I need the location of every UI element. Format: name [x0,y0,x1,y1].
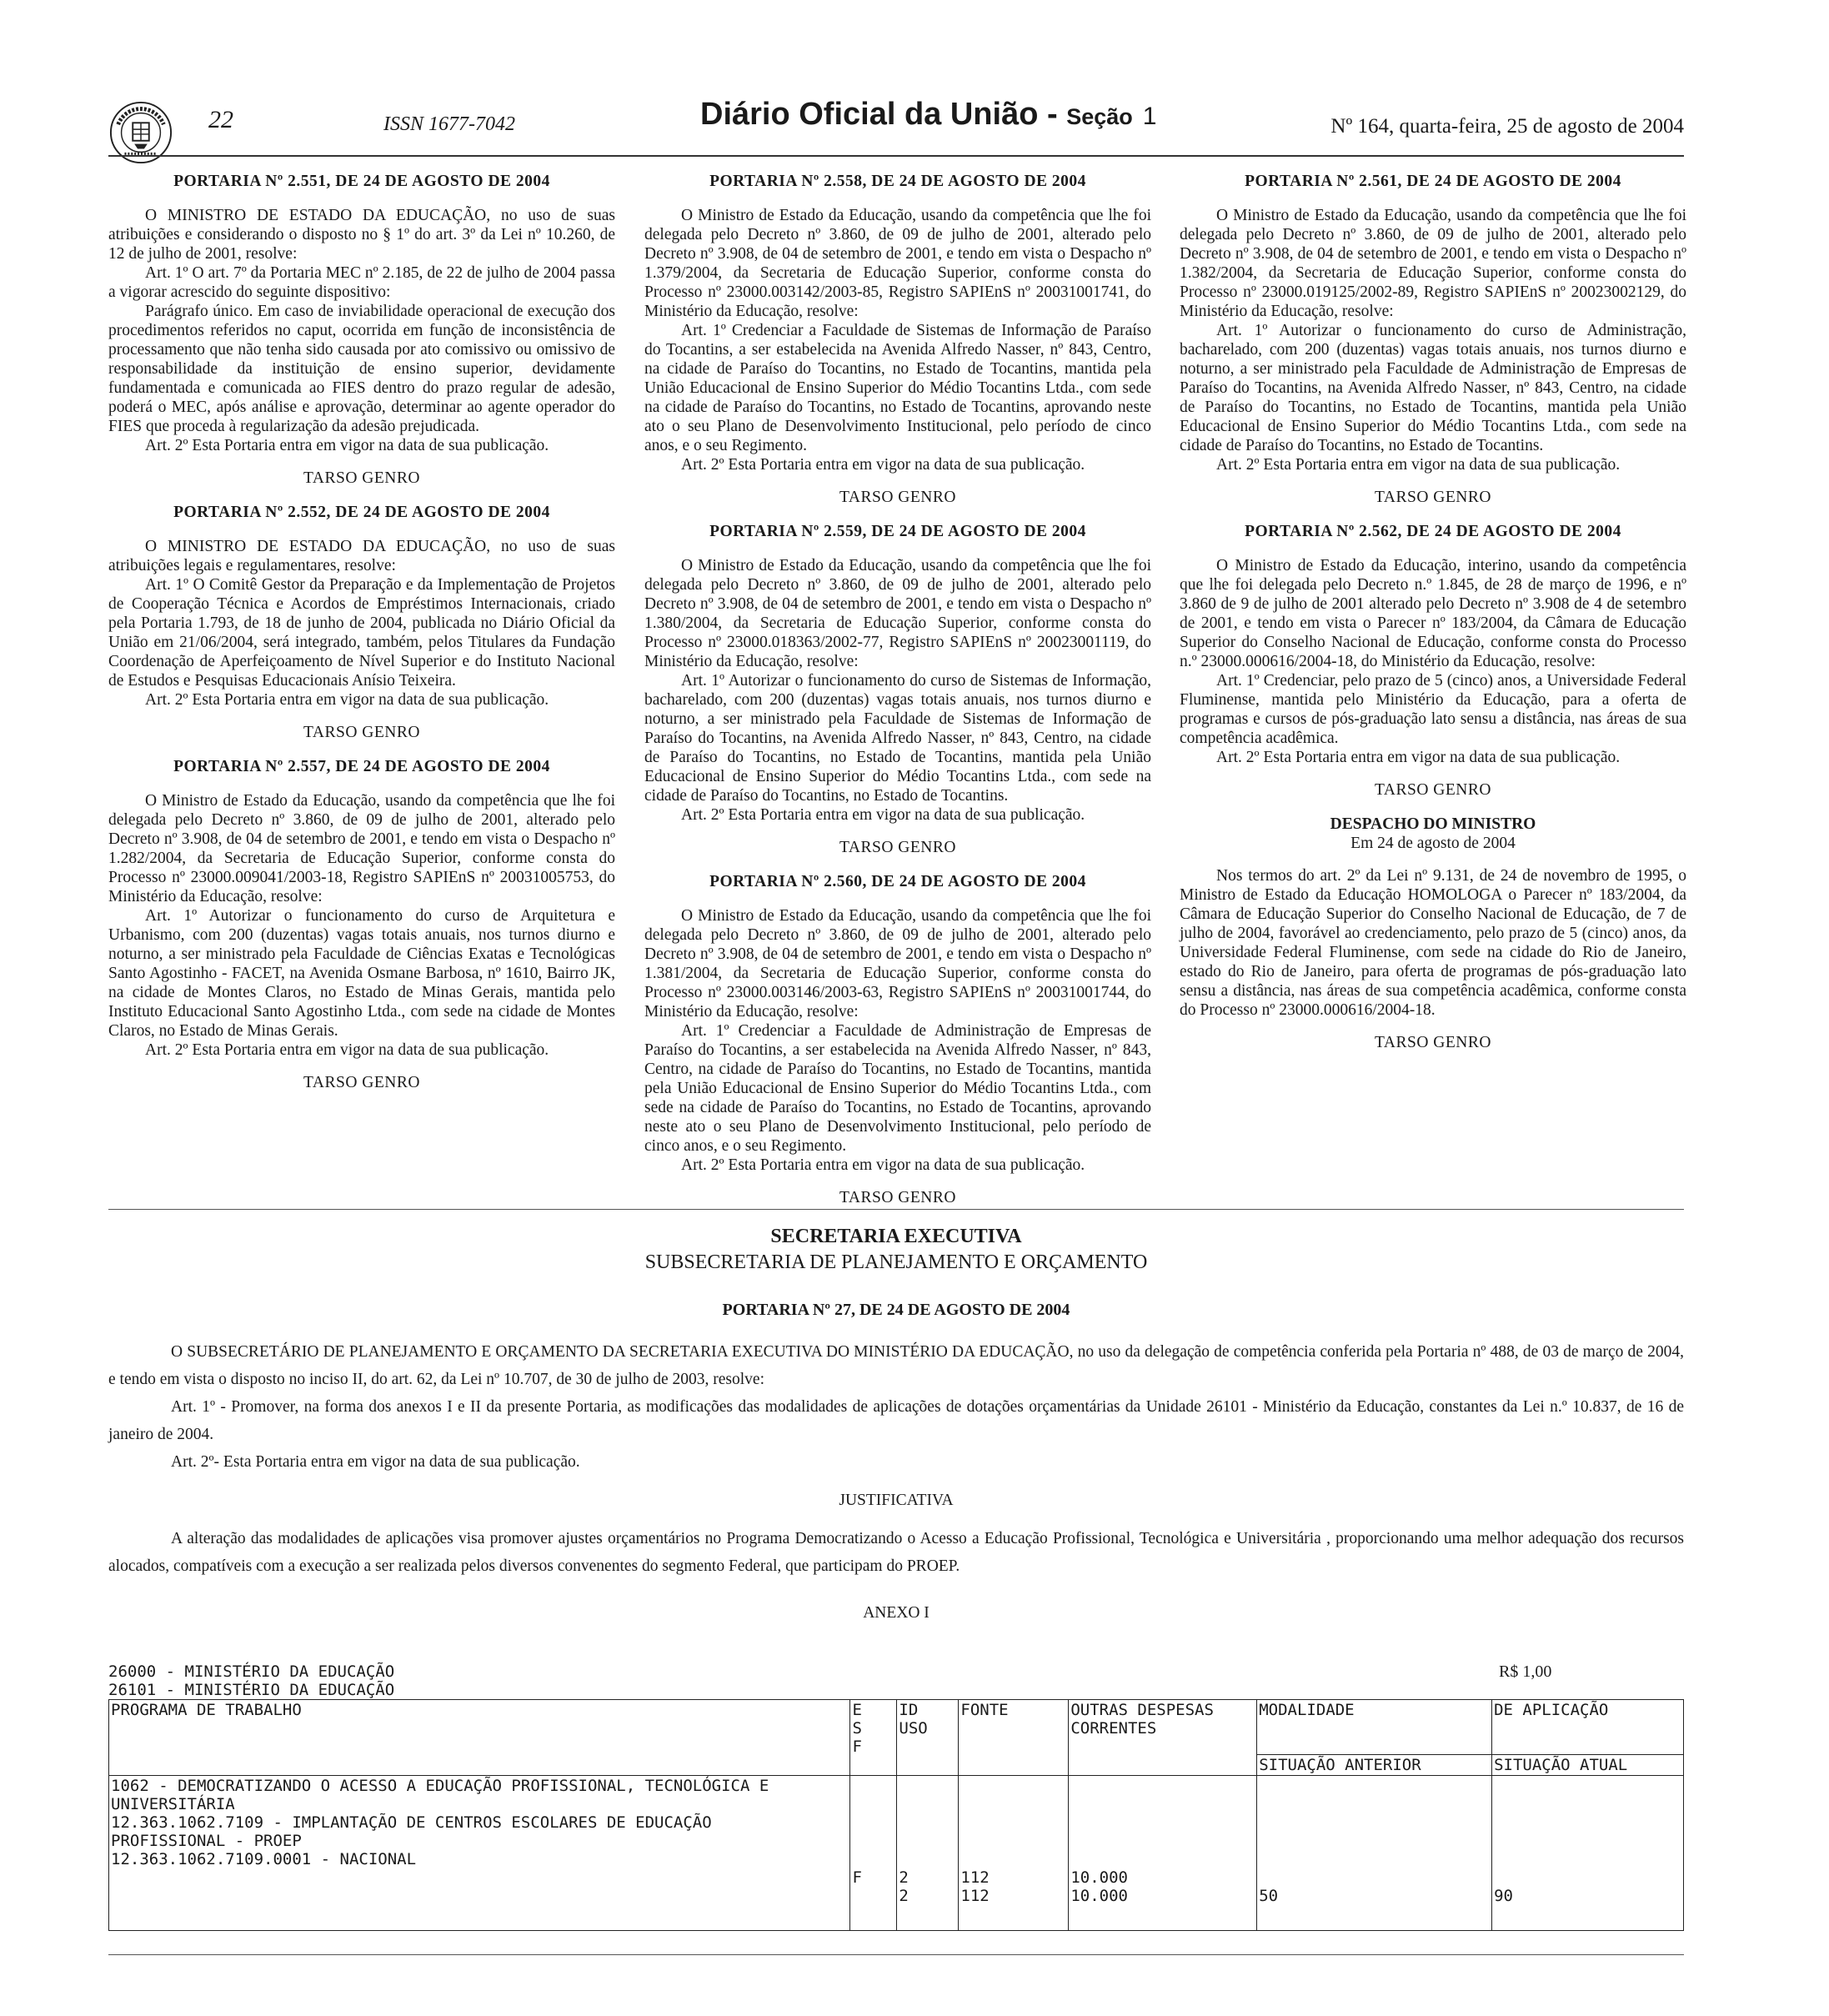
portaria-2560 [644,872,1151,1207]
signature: TARSO GENRO [839,1189,956,1206]
header-fonte: FONTE [959,1700,1069,1776]
despacho-title: DESPACHO DO MINISTRO [1330,815,1536,833]
paragraph: Art. 1º O Comitê Gestor da Preparação e da Implementação de Projetos de Cooperação Técnica e Acordos de Empréstimos Internacionais, criado pela Portaria 1.793, de 18 de junho de 2004, publicada no Diário Oficial da União em 21/06/2004, será integrado, também, pelos Titulares da Fundação Coordenação de Aperfeiçoamento de Nível Superior e do Instituto Nacional de Estudos e Pesquisas Educacionais Anísio Teixeira. [108,576,615,690]
paragraph: O MINISTRO DE ESTADO DA EDUCAÇÃO, no uso de suas atribuições legais e regulamentares, resolve: [108,538,615,574]
header-situacao-anterior: SITUAÇÃO ANTERIOR [1257,1755,1492,1776]
paragraph: Art. 2º Esta Portaria entra em vigor na data de sua publicação. [681,806,1085,824]
despacho-do-ministro [1180,815,1686,1052]
justificativa-paragraph: A alteração das modalidades de aplicações visa promover ajustes orçamentários no Programa Democratizando o Acesso a Educação Profissional, Tecnológica e Universitária , proporcionando uma melhor adequação dos recursos alocados, compatíveis com a execução a ser realizada pelos diversos convenentes do segmento Federal, que participam do PROEP. [108,1530,1684,1575]
journal-title [700,97,1157,132]
portaria-2558 [644,172,1151,507]
signature: TARSO GENRO [303,469,420,487]
currency-unit: R$ 1,00 [1499,1662,1552,1681]
paragraph: Art. 1º Autorizar o funcionamento do curso de Arquitetura e Urbanismo, com 200 (duzentas) vagas totais anuais, nos turnos diurno e noturno, a ser ministrado pela Faculdade de Ciências Exatas e Tecnológicas Santo Agostinho - FACET, na Avenida Osmane Barbosa, nº 1610, Bairro JK, na cidade de Montes Claros, no Estado de Minas Gerais, mantida pelo Instituto Educacional Santo Agostinho Ltda., com sede na cidade de Montes Claros, no Estado de Minas Gerais. [108,907,615,1040]
column-2 [644,167,1151,1222]
header-situacao-atual: SITUAÇÃO ATUAL [1492,1755,1684,1776]
portaria-title: PORTARIA Nº 2.561, DE 24 DE AGOSTO DE 2004 [1245,173,1621,190]
paragraph: O SUBSECRETÁRIO DE PLANEJAMENTO E ORÇAMENTO DA SECRETARIA EXECUTIVA DO MINISTÉRIO DA EDUCAÇÃO, no uso da delegação de competência conferida pela Portaria nº 488, de 03 de março de 2004, e tendo em vista o disposto no inciso II, do art. 62, da Lei nº 10.707, de 30 de julho de 2003, resolve: [108,1343,1684,1388]
paragraph: Art. 2º Esta Portaria entra em vigor na data de sua publicação. [681,456,1085,474]
paragraph: Parágrafo único. Em caso de inviabilidade operacional de execução dos procedimentos referidos no caput, ocorrida em função de inconsistência de processamento que não tenha sido causada por ato comissivo ou omissivo de responsabilidade da instituição de ensino superior, devidamente fundamentada e comunicada ao FIES dentro do prazo regular de adesão, poderá o MEC, após análise e aprovação, determinar ao agente operador do FIES que proceda à regularização da adesão prejudicada. [108,303,615,435]
paragraph: O Ministro de Estado da Educação, usando da competência que lhe foi delegada pelo Decreto nº 3.860, de 09 de julho de 2001, alterado pelo Decreto nº 3.908, de 04 de setembro de 2001, e tendo em vista o Despacho nº 1.379/2004, da Secretaria de Educação Superior, conforme consta do Processo nº 23000.003142/2003-85, Registro SAPIEnS nº 20031001741, do Ministério da Educação, resolve: [644,207,1151,320]
section-title: SECRETARIA EXECUTIVA [770,1226,1022,1247]
signature: TARSO GENRO [303,724,420,741]
cell-programa [109,1776,850,1931]
paragraph: Art. 2º- Esta Portaria entra em vigor na data de sua publicação. [171,1453,580,1471]
header-id-uso: ID USO [897,1700,959,1776]
paragraph: Art. 2º Esta Portaria entra em vigor na data de sua publicação. [145,1041,549,1059]
paragraph: O Ministro de Estado da Educação, usando da competência que lhe foi delegada pelo Decreto nº 3.860, de 09 de julho de 2001, alterado pelo Decreto nº 3.908, de 04 de setembro de 2001, e tendo em vista o Despacho nº 1.282/2004, da Secretaria de Educação Superior, conforme consta do Processo nº 23000.009041/2003-18, Registro SAPIEnS nº 20031005753, do Ministério da Educação, resolve: [108,792,615,905]
header-de-aplicacao: DE APLICAÇÃO [1492,1700,1684,1755]
portaria-2557 [108,757,615,1092]
portaria-title: PORTARIA Nº 2.558, DE 24 DE AGOSTO DE 2004 [709,173,1086,190]
program-line: UNIVERSITÁRIA [111,1795,235,1813]
signature: TARSO GENRO [839,489,956,506]
portaria-title: PORTARIA Nº 2.557, DE 24 DE AGOSTO DE 2004 [173,758,550,775]
paragraph: O Ministro de Estado da Educação, usando da competência que lhe foi delegada pelo Decreto nº 3.860, de 09 de julho de 2001, alterado pelo Decreto nº 3.908, de 04 de setembro de 2001, e tendo em vista o Despacho nº 1.381/2004, da Secretaria de Educação Superior, conforme consta do Processo nº 23000.003146/2003-63, Registro SAPIEnS nº 20031001744, do Ministério da Educação, resolve: [644,907,1151,1021]
justificativa-title: JUSTIFICATIVA [839,1492,954,1509]
paragraph: O Ministro de Estado da Educação, usando da competência que lhe foi delegada pelo Decreto nº 3.860, de 09 de julho de 2001, alterado pelo Decreto nº 3.908, de 04 de setembro de 2001, e tendo em vista o Despacho nº 1.382/2004, da Secretaria de Educação Superior, conforme consta do Processo nº 23000.019125/2002-89, Registro SAPIEnS nº 20023002129, do Ministério da Educação, resolve: [1180,207,1686,320]
portaria-2552 [108,503,615,742]
journal-name: Diário Oficial da União - [700,97,1058,132]
anexo-title: ANEXO I [863,1604,930,1622]
issn: ISSN 1677-7042 [383,113,515,135]
paragraph: Art. 2º Esta Portaria entra em vigor na data de sua publicação. [1216,456,1621,474]
cell-situacao-anterior: 50 [1257,1776,1492,1931]
signature: TARSO GENRO [1375,781,1491,799]
org-line: 26000 - MINISTÉRIO DA EDUCAÇÃO [108,1662,395,1681]
cell-id-uso: 2 2 [897,1776,959,1931]
paragraph: Art. 1º Credenciar a Faculdade de Sistemas de Informação de Paraíso do Tocantins, a ser estabelecida na Avenida Alfredo Nasser, nº 843, Centro, na cidade de Paraíso do Tocantins, no Estado de Tocantins, mantida pela União Educacional de Ensino Superior do Médio Tocantins Ltda., com sede na cidade de Paraíso do Tocantins, no Estado de Tocantins, aprovando neste ato o seu Plano de Desenvolvimento Institucional, pelo período de cinco anos, e o seu Regimento. [644,322,1151,454]
header-programa: PROGRAMA DE TRABALHO [109,1700,850,1776]
header-esf: E S F [850,1700,897,1776]
header-rule [108,155,1684,157]
portaria-title: PORTARIA Nº 2.559, DE 24 DE AGOSTO DE 2004 [709,523,1086,540]
portaria-2561 [1180,172,1686,507]
paragraph: Art. 1º Credenciar, pelo prazo de 5 (cinco) anos, a Universidade Federal Fluminense, mantida pelo Ministério da Educação, para a oferta de programas e cursos de pós-graduação lato sensu a distância, nas áreas de sua competência acadêmica. [1180,672,1686,747]
program-line: 12.363.1062.7109.0001 - NACIONAL [111,1850,417,1868]
table-body-row [109,1776,1684,1931]
section-label: Seção [1066,104,1133,129]
portaria-title: PORTARIA Nº 2.551, DE 24 DE AGOSTO DE 2004 [173,173,550,190]
signature: TARSO GENRO [1375,1034,1491,1051]
budget-table [108,1699,1684,1931]
anexo-table-area [108,1662,1684,1931]
subsection-title: SUBSECRETARIA DE PLANEJAMENTO E ORÇAMENTO [644,1251,1148,1273]
cell-fonte: 112 112 [959,1776,1069,1931]
paragraph: Art. 2º Esta Portaria entra em vigor na data de sua publicação. [145,691,549,709]
table-header-row [109,1700,1684,1755]
page-number: 22 [208,106,233,133]
portaria-title: PORTARIA Nº 27, DE 24 DE AGOSTO DE 2004 [722,1301,1070,1319]
column-3 [1180,167,1686,1067]
portaria-title: PORTARIA Nº 2.552, DE 24 DE AGOSTO DE 2004 [173,504,550,521]
portaria-title: PORTARIA Nº 2.560, DE 24 DE AGOSTO DE 2004 [709,873,1086,890]
paragraph: O MINISTRO DE ESTADO DA EDUCAÇÃO, no uso de suas atribuições e considerando o disposto no § 1º do art. 3º da Lei nº 10.260, de 12 de julho de 2001, resolve: [108,207,615,263]
cell-esf: F [850,1776,897,1931]
cell-situacao-atual: 90 [1492,1776,1684,1931]
org-line: 26101 - MINISTÉRIO DA EDUCAÇÃO [108,1681,395,1699]
paragraph: Art. 1º Autorizar o funcionamento do curso de Administração, bacharelado, com 200 (duzentas) vagas totais anuais, nos turnos diurno e noturno, a ser ministrado pela Faculdade de Administração de Empresas de Paraíso do Tocantins, na Avenida Alfredo Nasser, nº 843, Centro, na cidade de Paraíso do Tocantins, no Estado de Tocantins, mantida pela União Educacional de Ensino Superior do Médio Tocantins Ltda., com sede na cidade de Paraíso do Tocantins, no Estado de Tocantins. [1180,322,1686,454]
paragraph: Art. 2º Esta Portaria entra em vigor na data de sua publicação. [145,437,549,454]
paragraph: Art. 2º Esta Portaria entra em vigor na data de sua publicação. [681,1156,1085,1174]
portaria-2559 [644,522,1151,857]
paragraph: Art. 1º Credenciar a Faculdade de Administração de Empresas de Paraíso do Tocantins, a ser estabelecida na Avenida Alfredo Nasser, nº 843, Centro, na cidade de Paraíso do Tocantins, no Estado de Tocantins, mantida pela União Educacional de Ensino Superior do Médio Tocantins Ltda., com sede na cidade de Paraíso do Tocantins, no Estado de Tocantins, aprovando neste ato o seu Plano de Desenvolvimento Institucional, pelo período de cinco anos, e o seu Regimento. [644,1022,1151,1155]
program-line: 12.363.1062.7109 - IMPLANTAÇÃO DE CENTROS ESCOLARES DE EDUCAÇÃO [111,1813,712,1832]
paragraph: Art. 1º - Promover, na forma dos anexos I e II da presente Portaria, as modificações das modalidades de aplicações de dotações orçamentárias da Unidade 26101 - Ministério da Educação, constantes da Lei n.º 10.837, de 16 de janeiro de 2004. [108,1398,1684,1443]
paragraph: O Ministro de Estado da Educação, usando da competência que lhe foi delegada pelo Decreto nº 3.860, de 09 de julho de 2001, alterado pelo Decreto nº 3.908, de 04 de setembro de 2001, e tendo em vista o Despacho nº 1.380/2004, da Secretaria de Educação Superior, conforme consta do Processo nº 23000.018363/2002-77, Registro SAPIEnS nº 20023001119, do Ministério da Educação, resolve: [644,557,1151,670]
issue-info: Nº 164, quarta-feira, 25 de agosto de 2004 [1330,115,1684,138]
portaria-2551 [108,172,615,488]
section-divider [108,1209,1684,1210]
signature: TARSO GENRO [303,1074,420,1091]
paragraph: O Ministro de Estado da Educação, interino, usando da competência que lhe foi delegada pelo Decreto n.º 1.845, de 28 de março de 1996, e nº 3.860 de 9 de julho de 2001 alterado pelo Decreto nº 3.908 de 4 de setembro de 2001, e tendo em vista o Parecer nº 183/2004, da Câmara de Educação Superior do Conselho Nacional de Educação, conforme consta do Processo n.º 23000.000616/2004-18, do Ministério da Educação, resolve: [1180,557,1686,670]
paragraph: Nos termos do art. 2º da Lei nº 9.131, de 24 de novembro de 1995, o Ministro de Estado da Educação HOMOLOGA o Parecer nº 183/2004, da Câmara de Educação Superior do Conselho Nacional de Educação, de 7 de julho de 2004, favorável ao credenciamento, pelo prazo de 5 (cinco) anos, da Universidade Federal Fluminense, com sede na cidade do Rio de Janeiro, estado do Rio de Janeiro, para oferta de programas de pós-graduação lato sensu a distância, nas áreas de sua competência acadêmica, conforme consta do Processo nº 23000.000616/2004-18. [1180,867,1686,1019]
portaria-2562 [1180,522,1686,800]
header-outras-despesas: OUTRAS DESPESAS CORRENTES [1069,1700,1257,1776]
program-line: PROFISSIONAL - PROEP [111,1832,302,1850]
secretaria-executiva-section [108,1222,1684,1622]
cell-outras-despesas: 10.000 10.000 [1069,1776,1257,1931]
portaria-title: PORTARIA Nº 2.562, DE 24 DE AGOSTO DE 2004 [1245,523,1621,540]
paragraph: Art. 1º O art. 7º da Portaria MEC nº 2.185, de 22 de julho de 2004 passa a vigorar acrescido do seguinte dispositivo: [108,264,615,301]
program-line: 1062 - DEMOCRATIZANDO O ACESSO A EDUCAÇÃO PROFISSIONAL, TECNOLÓGICA E [111,1777,769,1795]
despacho-date: Em 24 de agosto de 2004 [1350,835,1516,852]
paragraph: Art. 1º Autorizar o funcionamento do curso de Sistemas de Informação, bacharelado, com 200 (duzentas) vagas totais anuais, nos turnos diurno e noturno, a ser ministrado pela Faculdade de Sistemas de Informação de Paraíso do Tocantins, na Avenida Alfredo Nasser, nº 843, Centro, na cidade de Paraíso do Tocantins, no Estado de Tocantins, mantida pela União Educacional de Ensino Superior do Médio Tocantins Ltda., com sede na cidade de Paraíso do Tocantins, no Estado de Tocantins. [644,672,1151,805]
bottom-rule [108,1954,1684,1955]
header-modalidade: MODALIDADE [1257,1700,1492,1755]
signature: TARSO GENRO [839,839,956,856]
paragraph: Art. 2º Esta Portaria entra em vigor na data de sua publicação. [1216,749,1621,766]
signature: TARSO GENRO [1375,489,1491,506]
section-number: 1 [1142,103,1157,130]
column-1 [108,167,615,1107]
